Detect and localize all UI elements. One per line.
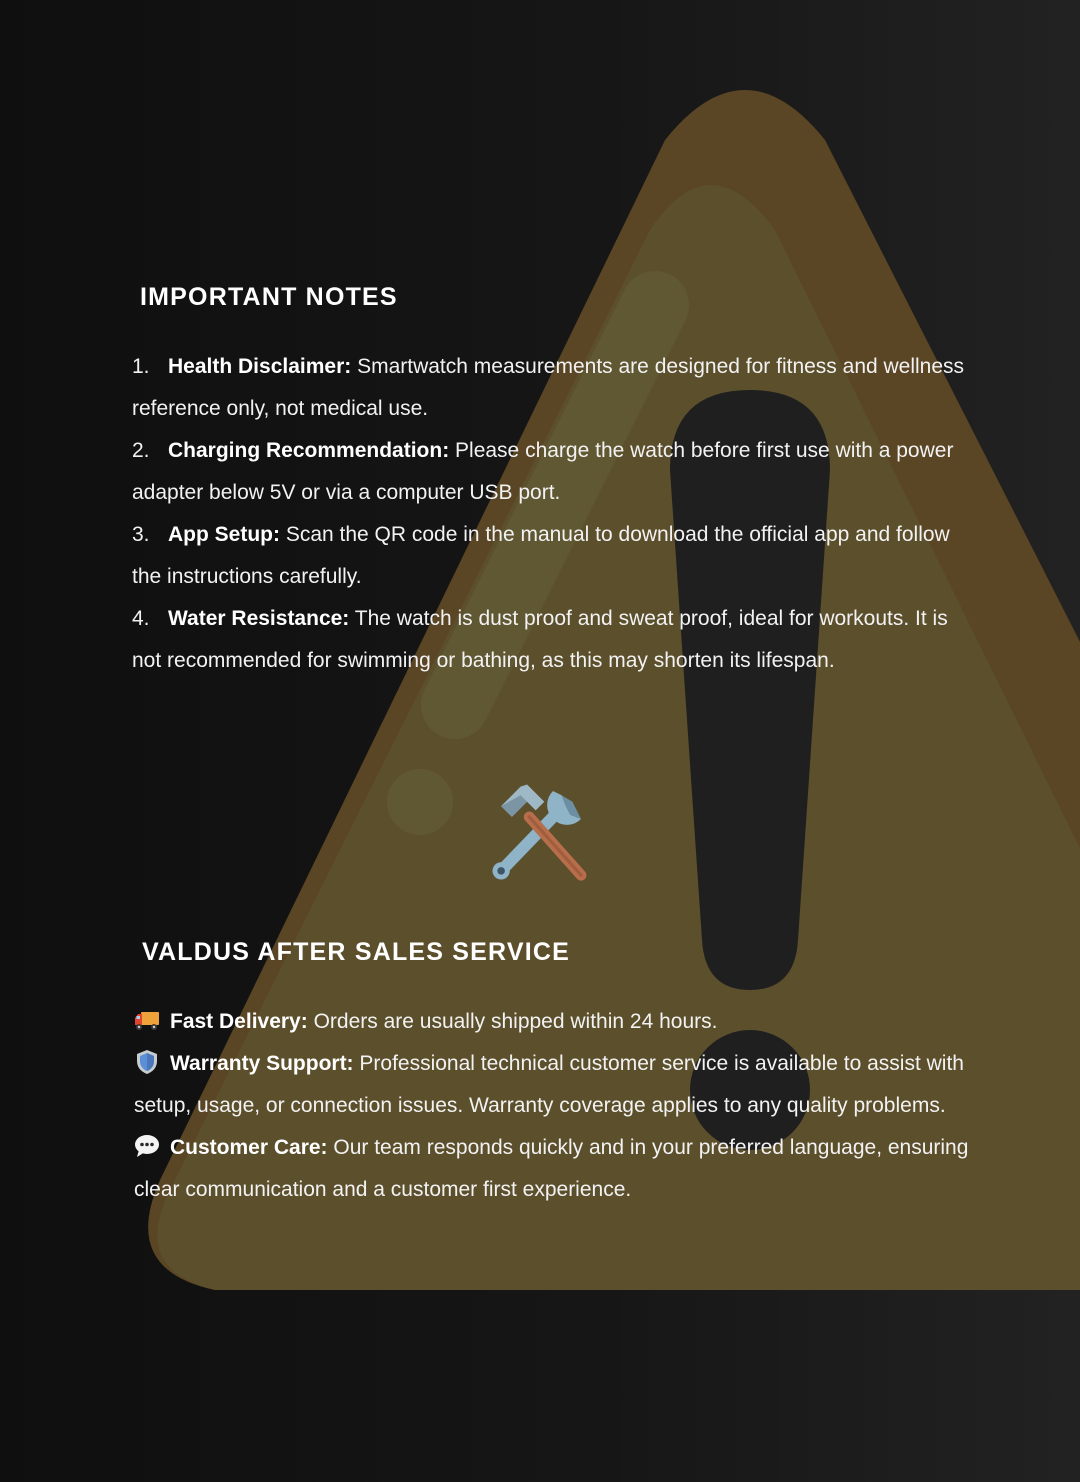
shield-icon: [134, 1049, 160, 1075]
hammer-and-wrench-icon: [486, 778, 594, 886]
note-label: App Setup:: [168, 523, 280, 546]
note-label: Charging Recommendation:: [168, 439, 450, 462]
note-label: Water Resistance:: [168, 607, 350, 630]
note-text: Scan the QR code in the manual to download the official app and follow the instructions carefully.: [132, 523, 950, 588]
note-item-charging-recommendation: [132, 430, 982, 514]
note-number: 4.: [132, 607, 150, 630]
after-sales-list: [134, 1001, 994, 1211]
service-label: Customer Care:: [170, 1136, 328, 1159]
note-item-app-setup: [132, 514, 982, 598]
important-notes-list: [132, 346, 982, 682]
note-number: 3.: [132, 523, 150, 546]
note-number: 2.: [132, 439, 150, 462]
service-item-customer-care: [134, 1127, 994, 1211]
note-item-health-disclaimer: [132, 346, 982, 430]
service-text: Orders are usually shipped within 24 hours.: [307, 1010, 718, 1033]
service-item-warranty-support: [134, 1043, 994, 1127]
after-sales-title: VALDUS AFTER SALES SERVICE: [142, 938, 571, 966]
delivery-truck-icon: [134, 1007, 160, 1033]
note-number: 1.: [132, 355, 150, 378]
service-label: Warranty Support:: [170, 1052, 354, 1075]
important-notes-title: IMPORTANT NOTES: [140, 283, 398, 311]
service-item-fast-delivery: [134, 1001, 994, 1043]
service-label: Fast Delivery:: [170, 1010, 308, 1033]
note-text: The watch is dust proof and sweat proof, ideal for workouts. It is not recommended for swimming or bathing, as this may shorten its lifespan.: [132, 607, 948, 672]
note-item-water-resistance: [132, 598, 982, 682]
note-text: Please charge the watch before first use with a power adapter below 5V or via a computer USB port.: [132, 439, 954, 504]
service-text: Professional technical customer service is available to assist with setup, usage, or connection issues. Warranty coverage applies to any quality problems.: [134, 1052, 964, 1117]
speech-bubble-icon: [134, 1133, 160, 1159]
service-text: Our team responds quickly and in your preferred language, ensuring clear communication and a customer first experience.: [134, 1136, 969, 1201]
note-label: Health Disclaimer:: [168, 355, 352, 378]
note-text: Smartwatch measurements are designed for fitness and wellness reference only, not medical use.: [132, 355, 965, 420]
